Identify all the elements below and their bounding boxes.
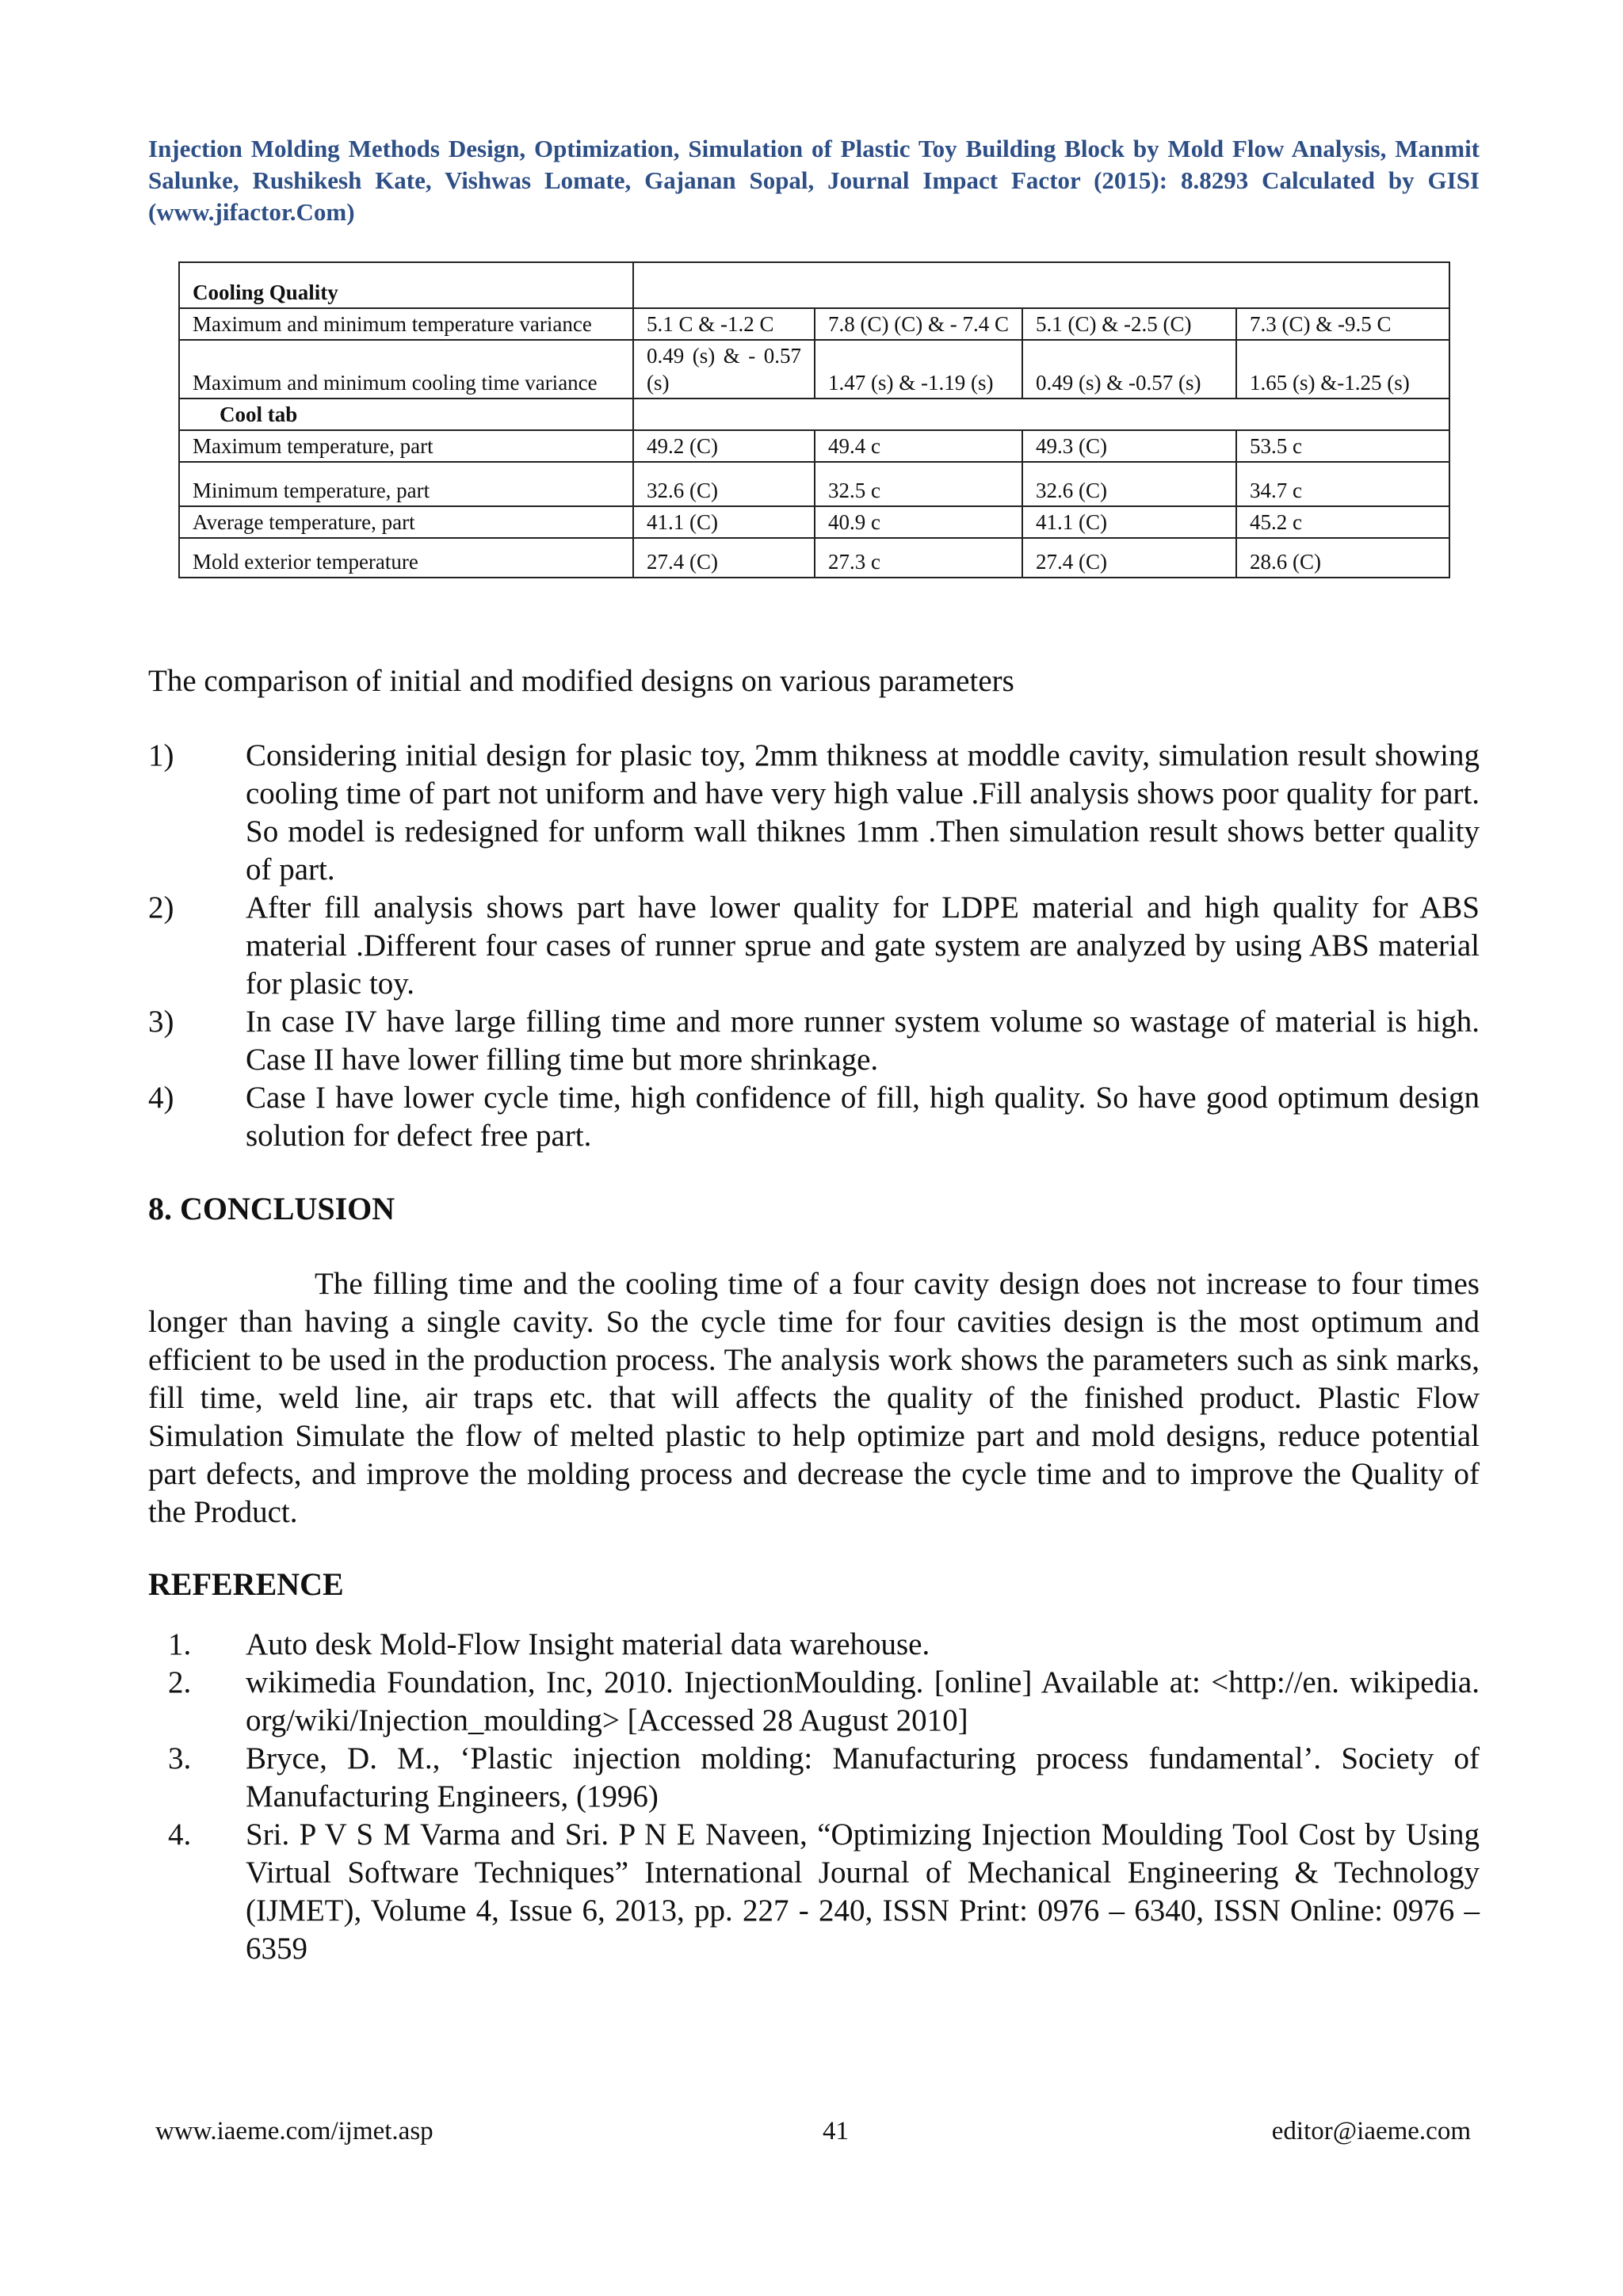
table-cell xyxy=(633,399,1449,430)
reference-text: Auto desk Mold-Flow Insight material data warehouse. xyxy=(246,1627,930,1661)
list-item-number: 4) xyxy=(148,1081,174,1115)
table-cell xyxy=(179,399,633,430)
table-row xyxy=(179,340,1449,399)
table-cell: 27.4 (C) xyxy=(1022,538,1236,578)
reference-text: Sri. P V S M Varma and Sri. P N E Naveen, “Optimizing Injection Moulding Tool Cost by Using Virtual Software Techniques” International Journal of Mechanical Engineering & Technology (IJMET), Volume 4, Issue 6, 2013, pp. 227 - 240, ISSN Print: 0976 – 6340, ISSN Online: 0976 – 6359 xyxy=(246,1817,1480,1966)
table-cell: 32.5 c xyxy=(815,462,1022,506)
table-cell: 32.6 (C) xyxy=(633,462,815,506)
table-cell: 32.6 (C) xyxy=(1022,462,1236,506)
table-cell: 0.49 (s) & - 0.57 (s) xyxy=(633,340,815,399)
conclusion-heading: 8. CONCLUSION xyxy=(148,1191,395,1226)
reference-item xyxy=(148,1816,1480,1968)
table-row-label: Maximum and minimum cooling time variance xyxy=(179,340,633,399)
table-row-label: Maximum temperature, part xyxy=(179,430,633,462)
table-cell: 45.2 c xyxy=(1236,506,1449,538)
list-item-text: Case I have lower cycle time, high confidence of fill, high quality. So have good optimum design solution for defect free part. xyxy=(246,1081,1480,1153)
list-item-text: In case IV have large filling time and more runner system volume so wastage of material is high. Case II have lower filling time but more shrinkage. xyxy=(246,1005,1480,1077)
footer-website-link[interactable]: www.iaeme.com/ijmet.asp xyxy=(155,2117,433,2145)
list-item-number: 2) xyxy=(148,891,174,925)
table-row xyxy=(179,308,1449,340)
reference-text: Bryce, D. M., ‘Plastic injection molding: Manufacturing process fundamental’. Society of Manufacturing Engineers, (1996) xyxy=(246,1741,1480,1814)
reference-number: 4. xyxy=(168,1817,192,1852)
cooling-results-table xyxy=(178,261,1450,578)
table-row xyxy=(179,538,1449,578)
table-row-label: Maximum and minimum temperature variance xyxy=(179,308,633,340)
table-cell: 28.6 (C) xyxy=(1236,538,1449,578)
list-item-number: 3) xyxy=(148,1005,174,1039)
table-cell: 40.9 c xyxy=(815,506,1022,538)
reference-number: 2. xyxy=(168,1665,192,1699)
table-cell: 49.3 (C) xyxy=(1022,430,1236,462)
table-cell xyxy=(633,262,1449,308)
table-row xyxy=(179,430,1449,462)
table-cell: 5.1 C & -1.2 C xyxy=(633,308,815,340)
comparison-intro: The comparison of initial and modified designs on various parameters xyxy=(148,664,1014,698)
reference-number: 3. xyxy=(168,1741,192,1775)
cool-tab-heading: Cool tab xyxy=(220,402,298,426)
list-item xyxy=(148,1003,1480,1079)
table-cell: 27.4 (C) xyxy=(633,538,815,578)
list-item xyxy=(148,889,1480,1003)
reference-number: 1. xyxy=(168,1627,192,1661)
reference-text: wikimedia Foundation, Inc, 2010. InjectionMoulding. [online] Available at: <http://en. wikipedia. org/wiki/Injection_moulding> [Accessed 28 August 2010] xyxy=(246,1665,1480,1737)
list-item xyxy=(148,1079,1480,1155)
table-cell xyxy=(179,262,633,308)
table-cell: 41.1 (C) xyxy=(633,506,815,538)
list-item-number: 1) xyxy=(148,738,174,772)
comparison-list xyxy=(148,737,1480,1155)
footer-email-link[interactable]: editor@iaeme.com xyxy=(1271,2117,1471,2145)
list-item-text: Considering initial design for plasic toy, 2mm thikness at moddle cavity, simulation result showing cooling time of part not uniform and have very high value .Fill analysis shows poor quality for part. So model is redesigned for unform wall thiknes 1mm .Then simulation result shows better quality of part. xyxy=(246,738,1480,887)
reference-item xyxy=(148,1664,1480,1740)
list-item xyxy=(148,737,1480,889)
table-cell: 41.1 (C) xyxy=(1022,506,1236,538)
table-cell: 53.5 c xyxy=(1236,430,1449,462)
table-cell: 49.4 c xyxy=(815,430,1022,462)
table-cell: 1.65 (s) &-1.25 (s) xyxy=(1236,340,1449,399)
table-row-cool-tab-header xyxy=(179,399,1449,430)
reference-item xyxy=(148,1740,1480,1816)
list-item-text: After fill analysis shows part have lower quality for LDPE material and high quality for ABS material .Different four cases of runner sprue and gate system are analyzed by using ABS material for plasic toy. xyxy=(246,891,1480,1001)
cooling-quality-heading: Cooling Quality xyxy=(193,280,338,304)
table-cell: 5.1 (C) & -2.5 (C) xyxy=(1022,308,1236,340)
reference-list xyxy=(148,1626,1480,1968)
reference-heading: REFERENCE xyxy=(148,1566,344,1602)
conclusion-paragraph: The filling time and the cooling time of a four cavity design does not increase to four times longer than having a single cavity. So the cycle time for four cavities design is the most optimum and efficient to be used in the production process. The analysis work shows the parameters such as sink marks, fill time, weld line, air traps etc. that will affects the quality of the finished product. Plastic Flow Simulation Simulate the flow of melted plastic to help optimize part and mold designs, reduce potential part defects, and improve the molding process and decrease the cycle time and to improve the Quality of the Product. xyxy=(148,1267,1480,1529)
table-cell: 27.3 c xyxy=(815,538,1022,578)
reference-item xyxy=(148,1626,1480,1664)
table-row-label: Average temperature, part xyxy=(179,506,633,538)
table-row-cooling-quality-header xyxy=(179,262,1449,308)
running-header-citation: Injection Molding Methods Design, Optimization, Simulation of Plastic Toy Building Block by Mold Flow Analysis, Manmit Salunke, Rushikesh Kate, Vishwas Lomate, Gajanan Sopal, Journal Impact Factor (2015): 8.8293 Calculated by GISI (www.jifactor.Com) xyxy=(148,135,1480,226)
table-row xyxy=(179,462,1449,506)
table-row-label: Mold exterior temperature xyxy=(179,538,633,578)
table-cell: 49.2 (C) xyxy=(633,430,815,462)
table-cell: 1.47 (s) & -1.19 (s) xyxy=(815,340,1022,399)
table-row xyxy=(179,506,1449,538)
table-row-label: Minimum temperature, part xyxy=(179,462,633,506)
table-cell: 7.3 (C) & -9.5 C xyxy=(1236,308,1449,340)
table-cell: 7.8 (C) (C) & - 7.4 C xyxy=(815,308,1022,340)
footer-page-number: 41 xyxy=(823,2117,849,2145)
table-cell: 0.49 (s) & -0.57 (s) xyxy=(1022,340,1236,399)
table-cell: 34.7 c xyxy=(1236,462,1449,506)
